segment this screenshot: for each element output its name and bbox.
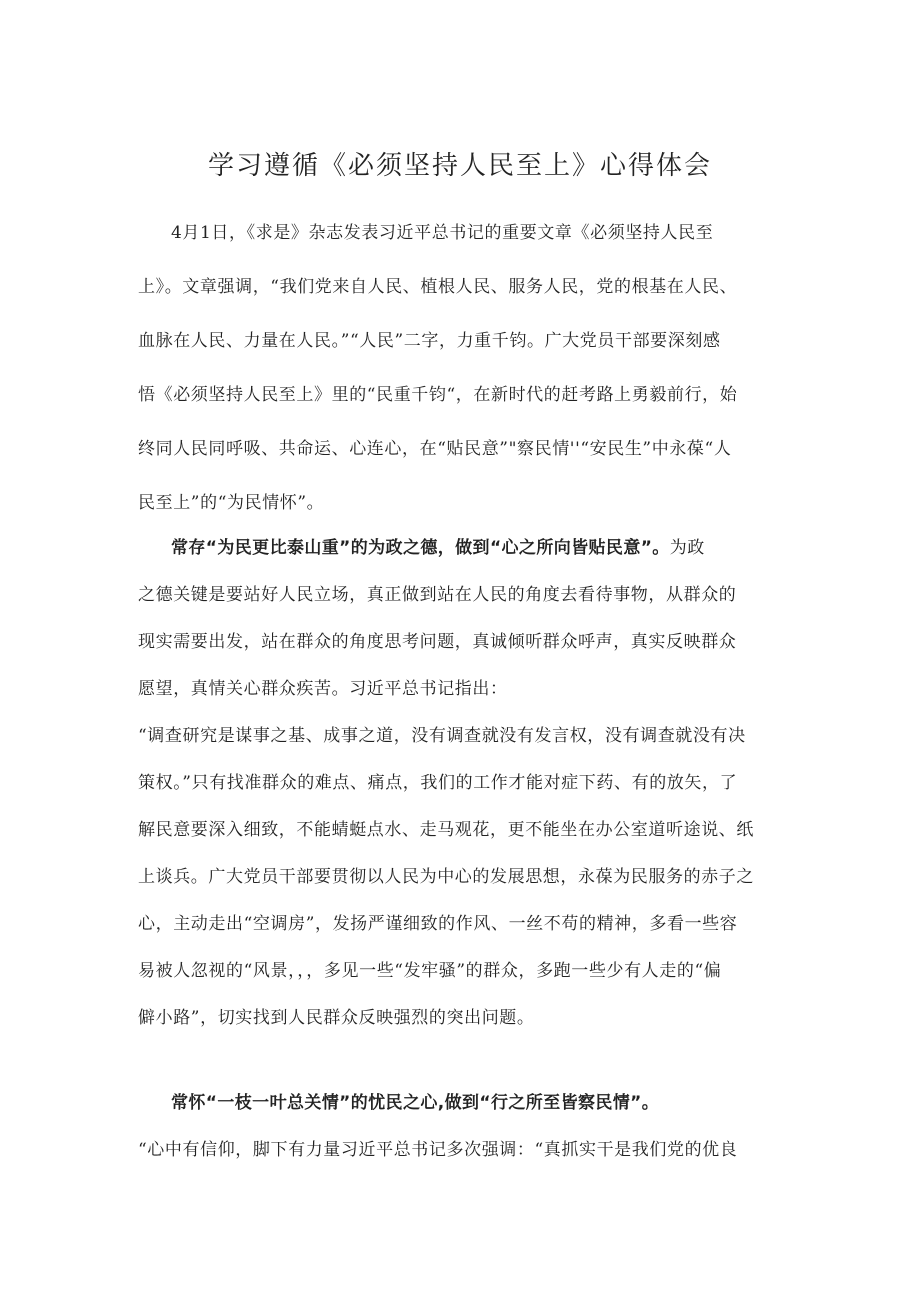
section-heading-line [138,525,798,572]
text-line: 易被人忽视的“风景，，，多见一些“发牢骚”的群众，多跑一些少有人走的“偏 [138,961,722,981]
text-line: “心中有信仰，脚下有力量习近平总书记多次强调：“真抓实干是我们党的优良 [138,1140,738,1160]
paragraph-intro [138,206,798,530]
text-line: 愿望，真情关心群众疾苦。习近平总书记指出： [138,679,508,699]
text-line: 策权。”只有找准群众的难点、痛点，我们的工作才能对症下药、有的放矢，了 [138,773,738,793]
text-line: 悟《必须坚持人民至上》里的“民重千钧“，在新时代的赶考路上勇毅前行，始 [138,385,738,405]
text-line: 上谈兵。广大党员干部要贯彻以人民为中心的发展思想，永葆为民服务的赤子之 [138,867,754,887]
text-line: 心，主动走出“空调房”，发扬严谨细致的作风、一丝不苟的精神，多看一些容 [138,914,738,934]
text-line: 之德关键是要站好人民立场，真正做到站在人民的角度去看待事物，从群众的 [138,585,737,605]
text-line: 4月1日，《求是》杂志发表习近平总书记的重要文章《必须坚持人民至 [171,223,714,243]
text-line: 终同人民同呼吸、共命运、心连心，在“贴民意”"察民情''“安民生”中永葆“人 [138,439,732,459]
document-title: 学习遵循《必须坚持人民至上》心得体会 [207,151,712,181]
text-line: 民至上”的“为民情怀”。 [138,493,325,513]
text-line: 血脉在人民、力量在人民。”“人民”二字，力重千钧。广大党员干部要深刻感 [138,331,721,351]
text-line: “调查研究是谋事之基、成事之道，没有调查就没有发言权，没有调查就没有决 [138,726,746,746]
section-heading-line [138,1080,798,1127]
section-heading-2: 常怀“一枝一叶总关情”的忧民之心,做到“行之所至皆察民情”。 [171,1093,660,1113]
text-fragment: 为政 [669,538,705,558]
paragraph-section-2 [138,1080,798,1174]
text-line: 现实需要出发，站在群众的角度思考问题，真诚倾听群众呼声，真实反映群众 [138,632,737,652]
text-line: 僻小路”，切实找到人民群众反映强烈的突出问题。 [138,1008,535,1028]
text-line: 上》。文章强调，“我们党来自人民、植根人民、服务人民，党的根基在人民、 [138,277,738,297]
text-line: 解民意要深入细致，不能蜻蜓点水、走马观花，更不能坐在办公室道听途说、纸 [138,820,754,840]
section-heading-1: 常存“为民更比泰山重”的为政之德，做到“心之所向皆贴民意”。 [171,538,670,558]
paragraph-section-1 [138,525,798,1042]
